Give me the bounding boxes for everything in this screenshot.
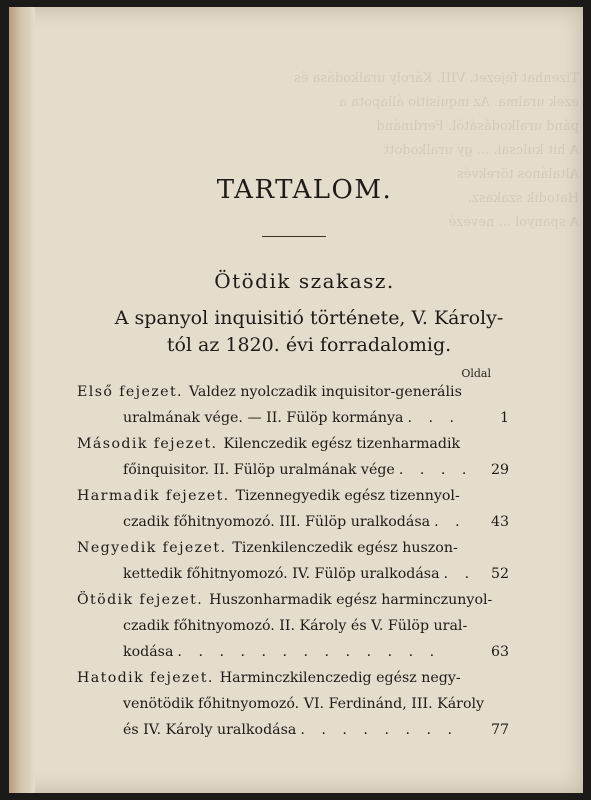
section-subtitle — [69, 305, 549, 359]
toc-line — [77, 587, 509, 613]
chapter-label: Első fejezet. — [77, 384, 183, 400]
page-column-header: Oldal — [461, 367, 491, 380]
dot-leader: . . . . . . . . . . . . . — [177, 644, 441, 660]
page-number: 1 — [499, 410, 509, 426]
dot-leader: . . — [443, 566, 476, 582]
toc-line — [77, 535, 509, 561]
page-number: 77 — [490, 722, 509, 738]
page-number: 52 — [490, 566, 509, 582]
toc-line — [77, 639, 509, 665]
toc-entry — [77, 665, 509, 743]
page-gutter — [9, 7, 35, 793]
section-heading: Ötödik szakasz. — [214, 269, 395, 293]
page-number: 63 — [490, 644, 509, 660]
chapter-description: czadik főhitnyomozó. II. Károly és V. Fülöp ural- — [123, 618, 468, 634]
page-title: TARTALOM. — [216, 175, 393, 205]
page-number: 43 — [490, 514, 509, 530]
toc-line — [77, 431, 509, 457]
chapter-description: czadik főhitnyomozó. III. Fülöp uralkodása — [123, 514, 431, 530]
chapter-description: Kilenczedik egész tizenharmadik — [223, 436, 461, 452]
toc-entry — [77, 587, 509, 665]
dot-leader: . . — [434, 514, 466, 530]
toc-entry — [77, 431, 509, 483]
toc-entry — [77, 379, 509, 431]
toc-line — [77, 509, 509, 535]
chapter-description: Huszonharmadik egész harminczunyol- — [209, 592, 493, 608]
chapter-description: és IV. Károly uralkodása — [123, 722, 297, 738]
table-of-contents — [77, 379, 509, 743]
toc-line — [77, 613, 509, 639]
chapter-description: Tizennegyedik egész tizennyol- — [235, 488, 460, 504]
bleed-through-text: Tizenhat fejezet. VIII. Károly uralkodása és ezek uralma. Az inquisitio állapota a pánd uralkodásától. Ferdinánd A hit kulcsai. ... gy uralkodott Altalános törekvés Hatodik szakasz. A spanyol ... nevezé — [294, 71, 579, 230]
toc-line — [77, 483, 509, 509]
chapter-description: Tizenkilenczedik egész huszon- — [232, 540, 458, 556]
chapter-label: Hatodik fejezet. — [77, 670, 214, 686]
toc-entry — [77, 483, 509, 535]
title-divider — [262, 236, 326, 237]
page-number: 29 — [490, 462, 509, 478]
toc-line — [77, 379, 509, 405]
toc-line — [77, 717, 509, 743]
toc-line — [77, 457, 509, 483]
toc-line — [77, 405, 509, 431]
chapter-description: kodása — [123, 644, 174, 660]
dot-leader: . . . . . . . . — [300, 722, 459, 738]
subtitle-line: A spanyol inquisitió története, V. Károly- — [114, 307, 504, 329]
chapter-label: Negyedik fejezet. — [77, 540, 227, 556]
book-page — [9, 7, 583, 793]
toc-entry — [77, 535, 509, 587]
toc-line — [77, 665, 509, 691]
toc-line — [77, 691, 509, 717]
toc-line — [77, 561, 509, 587]
dot-leader: . . . . — [398, 462, 473, 478]
subtitle-line: tól az 1820. évi forradalomig. — [166, 334, 452, 356]
chapter-description: Harminczkilenczedig egész negy- — [219, 670, 461, 686]
chapter-label: Második fejezet. — [77, 436, 218, 452]
chapter-description: venötödik főhitnyomozó. VI. Ferdinánd, III. Károly — [123, 696, 485, 712]
chapter-description: főinquisitor. II. Fülöp uralmának vége — [123, 462, 395, 478]
chapter-description: uralmának vége. — II. Fülöp kormánya — [123, 410, 404, 426]
chapter-label: Ötödik fejezet. — [77, 592, 204, 608]
dot-leader: . . . — [407, 410, 461, 426]
chapter-description: kettedik főhitnyomozó. IV. Fülöp uralkodása — [123, 566, 440, 582]
chapter-label: Harmadik fejezet. — [77, 488, 230, 504]
chapter-description: Valdez nyolczadik inquisitor-generális — [188, 384, 462, 400]
